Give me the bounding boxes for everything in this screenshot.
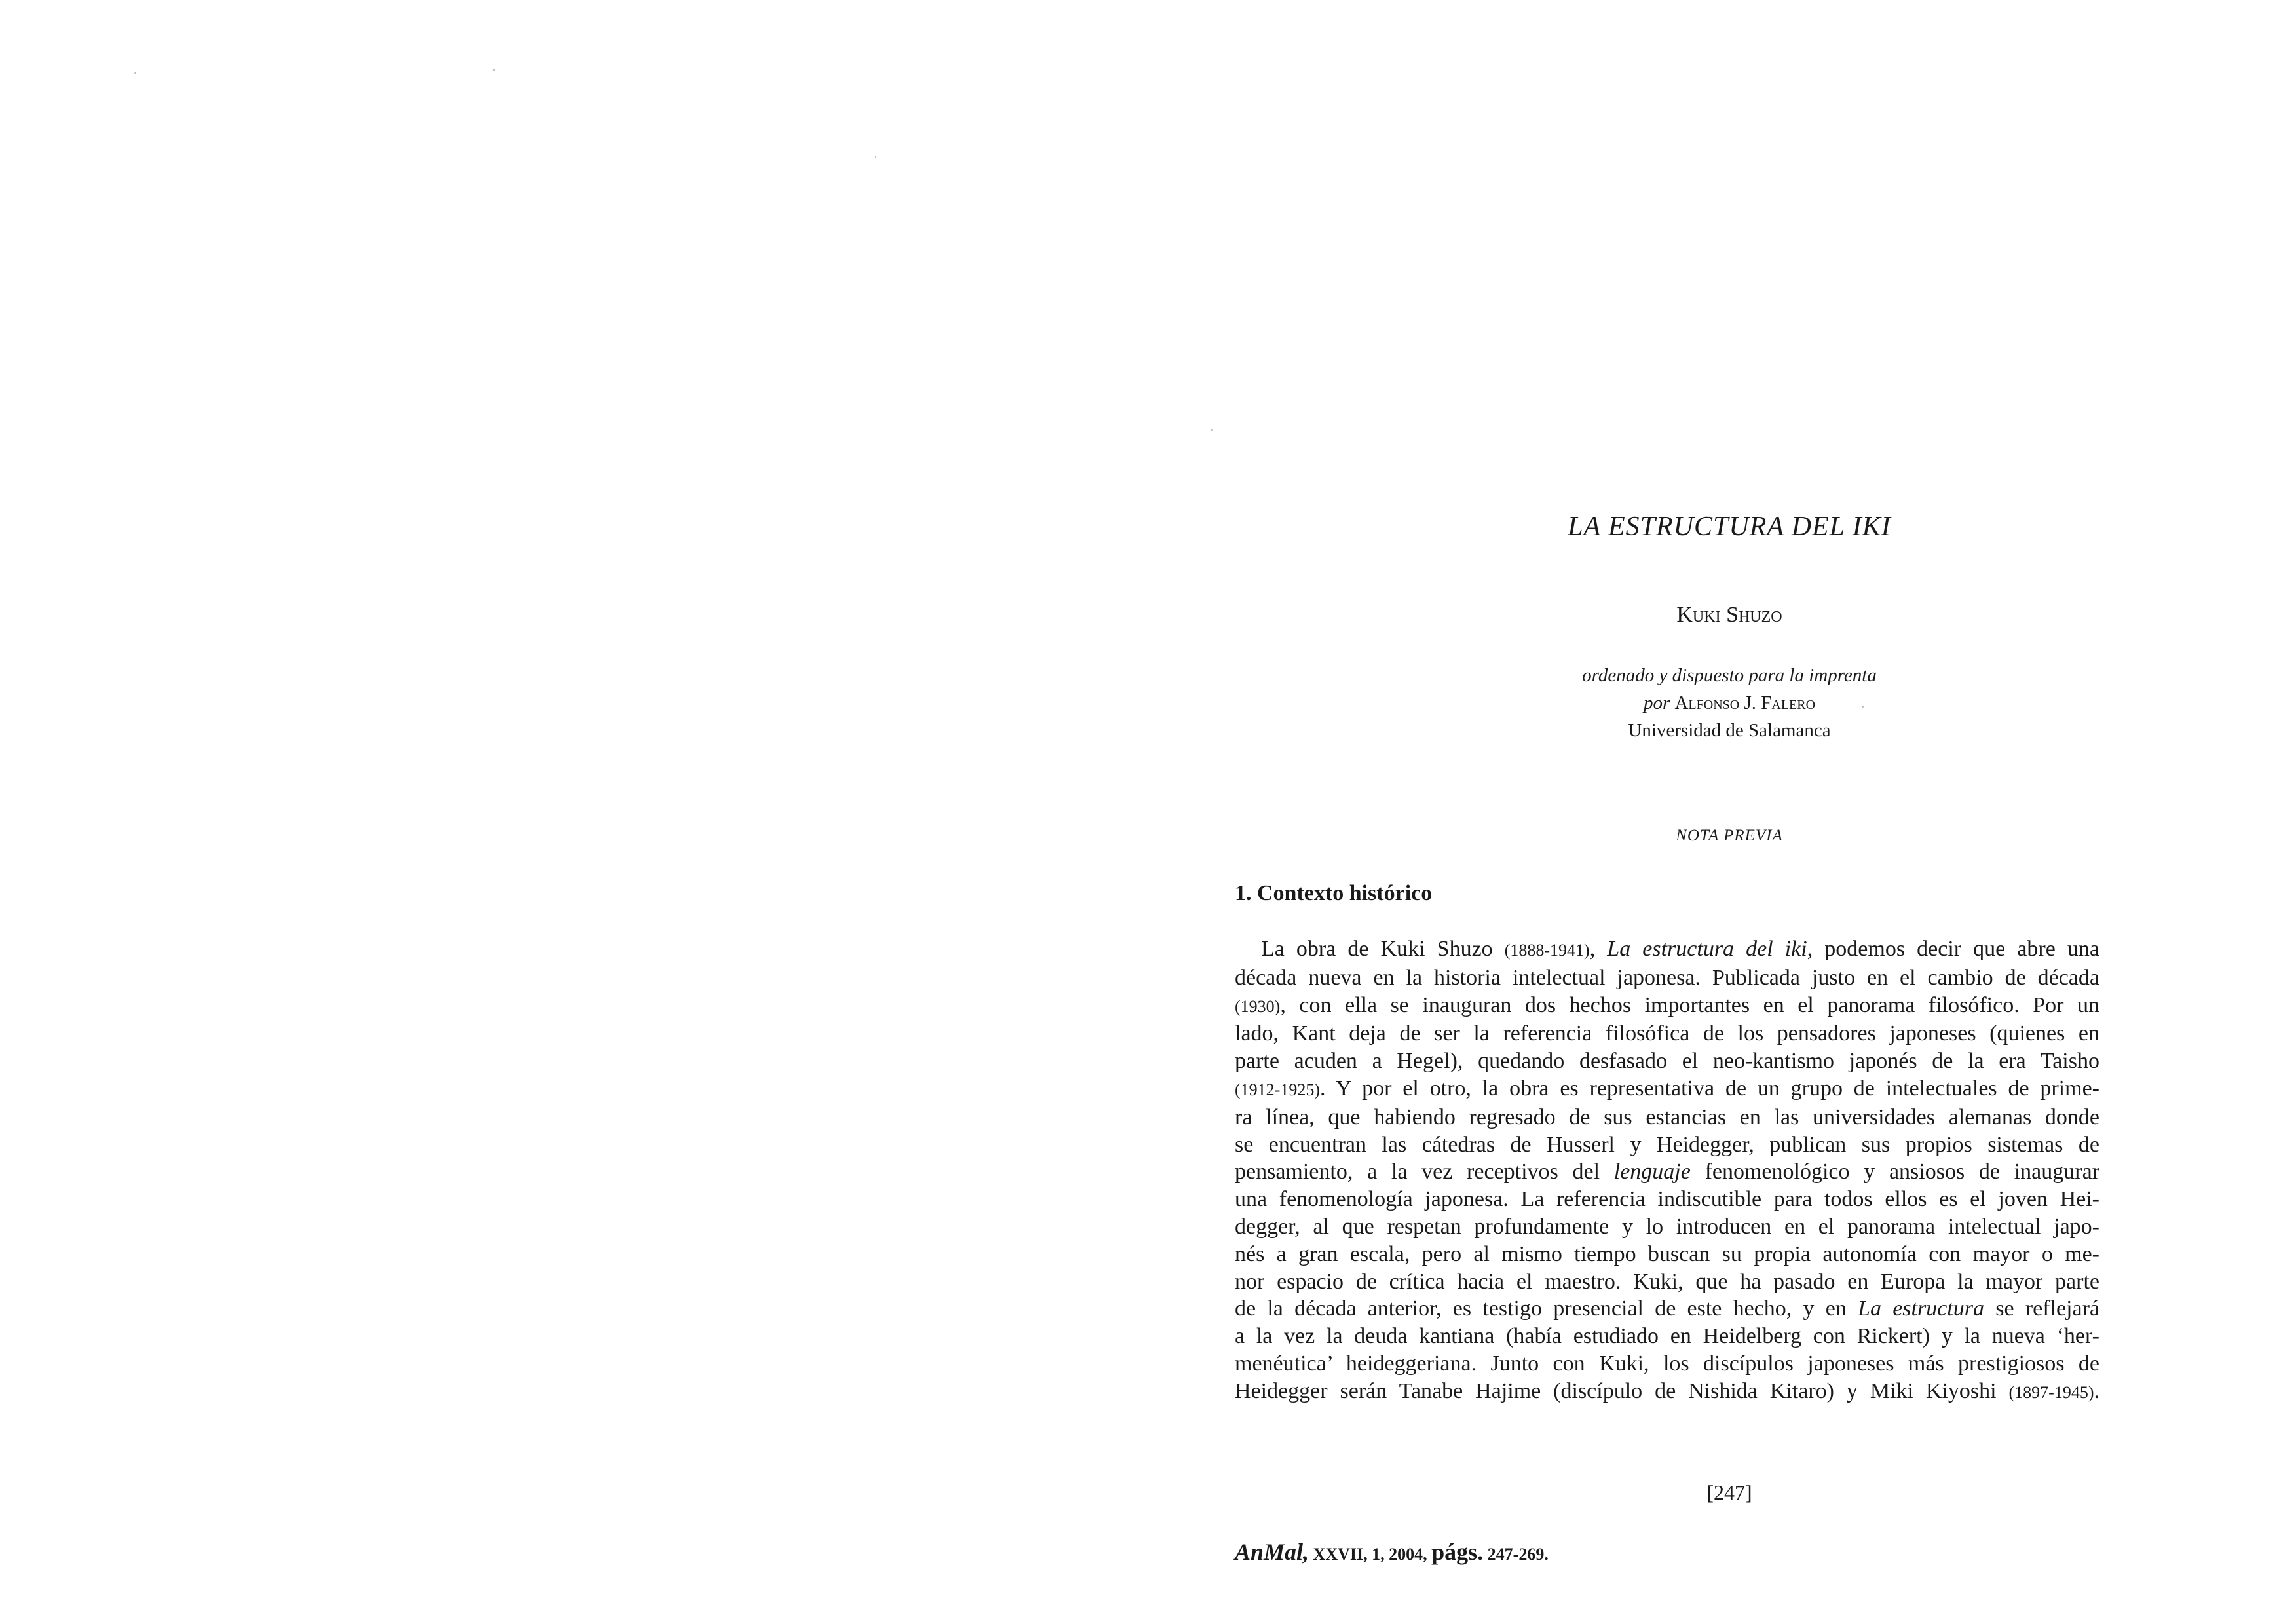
text-line: pensamiento, a la vez receptivos del lenguaje fenomenológico y ansiosos de inaugurar: [1235, 1160, 2099, 1184]
journal-volume: XXVII, 1, 2004,: [1309, 1545, 1432, 1564]
scan-speck: [875, 156, 876, 158]
section-heading: 1. Contexto histórico: [1235, 881, 1433, 905]
scan-speck: [134, 72, 136, 74]
text-line: a la vez la deuda kantiana (había estudiado en Heidelberg con Rickert) y la nueva ‘her-: [1235, 1324, 2099, 1349]
editor-name: Alfonso J. Falero: [1674, 692, 1816, 713]
text-line: de la década anterior, es testigo presencial de este hecho, y en La estructura se reflejará: [1235, 1296, 2099, 1321]
scan-speck: [1211, 429, 1213, 431]
text-line: La obra de Kuki Shuzo (1888-1941), La estructura del iki, podemos decir que abre una: [1261, 937, 2099, 961]
text-line: nor espacio de crítica hacia el maestro. Kuki, que ha pasado en Europa la mayor parte: [1235, 1269, 2099, 1294]
editor-credits: [1235, 662, 2099, 744]
text-line: (1930), con ella se inauguran dos hechos importantes en el panorama filosófico. Por un: [1235, 992, 2099, 1017]
journal-citation: [1235, 1538, 1549, 1566]
journal-pages-label: págs.: [1431, 1539, 1484, 1565]
body-paragraph: [1235, 935, 2099, 1407]
editor-byline: [1359, 689, 2099, 717]
text-line: Heidegger serán Tanabe Hajime (discípulo de Nishida Kitaro) y Miki Kiyoshi (1897-1945).: [1235, 1378, 2099, 1403]
journal-pages: 247-269.: [1483, 1545, 1549, 1564]
journal-name: AnMal,: [1235, 1539, 1309, 1565]
text-line: lado, Kant deja de ser la referencia filosófica de los pensadores japoneses (quienes en: [1235, 1021, 2099, 1046]
text-line: parte acuden a Hegel), quedando desfasado el neo-kantismo japonés de la era Taisho: [1235, 1049, 2099, 1074]
article-author: Kuki Shuzo: [1676, 603, 1782, 627]
nota-previa-heading: NOTA PREVIA: [1676, 827, 1783, 844]
text-line: degger, al que respetan profundamente y lo introducen en el panorama intelectual japo-: [1235, 1214, 2099, 1239]
text-line: década nueva en la historia intelectual japonesa. Publicada justo en el cambio de década: [1235, 965, 2099, 990]
text-line: ra línea, que habiendo regresado de sus estancias en las universidades alemanas donde: [1235, 1105, 2099, 1129]
editor-prefix: por: [1643, 692, 1670, 713]
text-line: nés a gran escala, pero al mismo tiempo buscan su propia autonomía con mayor o me-: [1235, 1241, 2099, 1266]
page-number: [247]: [1706, 1481, 1752, 1504]
editor-note: ordenado y dispuesto para la imprenta: [1582, 665, 1877, 686]
scan-speck: [493, 69, 495, 71]
text-line: menéutica’ heideggeriana. Junto con Kuki, los discípulos japoneses más prestigiosos de: [1235, 1351, 2099, 1376]
text-line: una fenomenología japonesa. La referencia indiscutible para todos ellos es el joven Hei-: [1235, 1187, 2099, 1212]
article-title: LA ESTRUCTURA DEL IKI: [1568, 512, 1891, 542]
text-line: se encuentran las cátedras de Husserl y Heidegger, publican sus propios sistemas de: [1235, 1132, 2099, 1157]
text-line: (1912-1925). Y por el otro, la obra es representativa de un grupo de intelectuales de prime-: [1235, 1076, 2099, 1101]
affiliation: Universidad de Salamanca: [1628, 720, 1831, 741]
